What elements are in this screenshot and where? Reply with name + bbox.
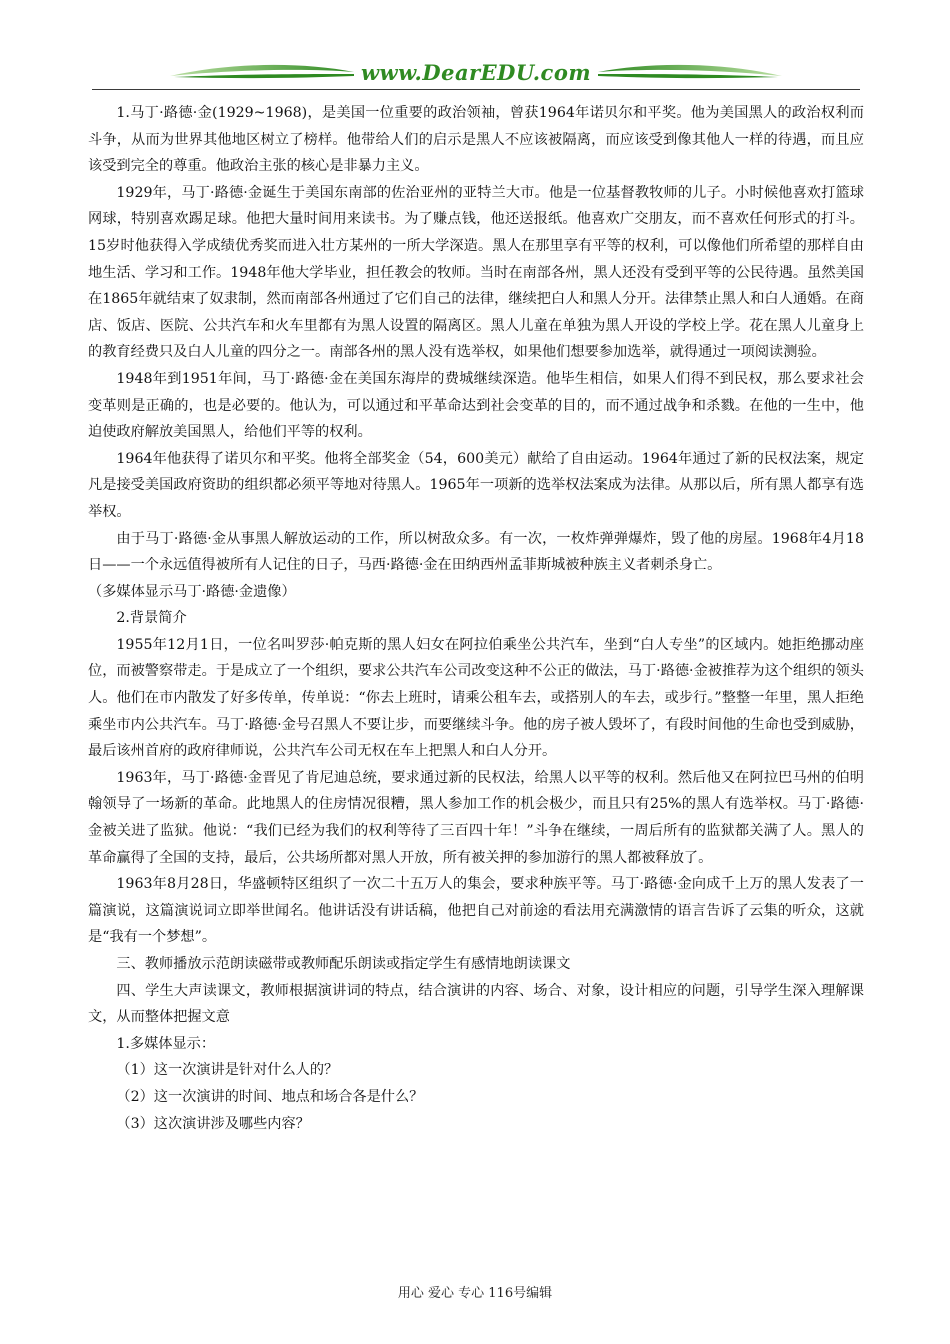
paragraph: 由于马丁·路德·金从事黑人解放运动的工作，所以树敌众多。有一次，一枚炸弹弹爆炸，毁了他的房屋。1968年4月18日——一个永远值得被所有人记住的日子，马西·路德·金在田纳西州孟菲斯城被种族主义者刺杀身亡。 [88, 530, 864, 574]
document-body [88, 100, 864, 1137]
section-heading: 三、教师播放示范朗读磁带或教师配乐朗读或指定学生有感情地朗读课文 [116, 956, 571, 972]
section-heading: 2.背景简介 [116, 610, 187, 627]
section-heading: 四、学生大声读课文，教师根据演讲词的特点，结合演讲的内容、场合、对象，设计相应的问题，引导学生深入理解课文，从而整体把握文意 [88, 982, 864, 1026]
paragraph: 1.马丁·路德·金(1929~1968)，是美国一位重要的政治领袖，曾获1964年诺贝尔和平奖。他为美国黑人的政治权利而斗争，从而为世界其他地区树立了榜样。他带给人们的启示是黑人不应该被隔离，而应该受到像其他人一样的待遇，而且应该受到完全的尊重。他政治主张的核心是非暴力主义。 [88, 105, 864, 175]
list-item: （2）这一次演讲的时间、地点和场合各是什么？ [116, 1088, 424, 1105]
paragraph: 1929年，马丁·路德·金诞生于美国东南部的佐治亚州的亚特兰大市。他是一位基督教牧师的儿子。小时候他喜欢打篮球网球，特别喜欢踢足球。他把大量时间用来读书。为了赚点钱，他还送报纸。他喜欢广交朋友，而不喜欢任何形式的打斗。15岁时他获得入学成绩优秀奖而进入壮方某州的一所大学深造。黑人在那里享有平等的权利，可以像他们所希望的那样自由地生活、学习和工作。1948年他大学毕业，担任教会的牧师。当时在南部各州，黑人还没有受到平等的公民待遇。虽然美国在1865年就结束了奴隶制，然而南部各州通过了它们自己的法律，继续把白人和黑人分开。法律禁止黑人和白人通婚。在商店、饭店、医院、公共汽车和火车里都有为黑人设置的隔离区。黑人儿童在单独为黑人开设的学校上学。花在黑人儿童身上的教育经费只及白人儿童的四分之一。南部各州的黑人没有选举权，如果他们想要参加选举，就得通过一项阅读测验。 [88, 184, 864, 361]
site-header [92, 52, 860, 92]
page-footer: 用心 爱心 专心 116号编辑 [397, 1286, 553, 1301]
paragraph: （多媒体显示马丁·路德·金遗像） [88, 583, 296, 600]
site-logo-text: www.DearEDU.com [360, 60, 592, 85]
list-item: （3）这次演讲涉及哪些内容？ [116, 1115, 310, 1132]
header-divider [92, 89, 860, 90]
paragraph: 1963年8月28日，华盛顿特区组织了一次二十五万人的集会，要求种族平等。马丁·路德·金向成千上万的黑人发表了一篇演说，这篇演说词立即举世闻名。他讲话没有讲话稿，他把自己对前途的看法用充满激情的语言告诉了云集的听众，这就是“我有一个梦想”。 [88, 876, 864, 946]
list-item: （1）这一次演讲是针对什么人的？ [116, 1062, 339, 1079]
paragraph: 1963年，马丁·路德·金晋见了肯尼迪总统，要求通过新的民权法，给黑人以平等的权利。然后他又在阿拉巴马州的伯明翰领导了一场新的革命。此地黑人的住房情况很糟，黑人参加工作的机会极少，而且只有25%的黑人有选举权。马丁·路德·金被关进了监狱。他说：“我们已经为我们的权利等待了三百四十年！”斗争在继续，一周后所有的监狱都关满了人。黑人的革命赢得了全国的支持，最后，公共场所都对黑人开放，所有被关押的参加游行的黑人都被释放了。 [88, 769, 864, 866]
paragraph: 1955年12月1日，一位名叫罗莎·帕克斯的黑人妇女在阿拉伯乘坐公共汽车，坐到“白人专坐”的区域内。她拒绝挪动座位，而被警察带走。于是成立了一个组织，要求公共汽车公司改变这种不公正的做法，马丁·路德·金被推荐为这个组织的领头人。他们在市内散发了好多传单，传单说：“你去上班时，请乘公租车去，或搭别人的车去，或步行。”整整一年里，黑人拒绝乘坐市内公共汽车。马丁·路德·金号召黑人不要让步，而要继续斗争。他的房子被人毁坏了，有段时间他的生命也受到威胁，最后该州首府的政府律师说，公共汽车公司无权在车上把黑人和白人分开。 [88, 636, 864, 760]
paragraph: 1948年到1951年间，马丁·路德·金在美国东海岸的费城继续深造。他毕生相信，如果人们得不到民权，那么要求社会变革则是正确的，也是必要的。他认为，可以通过和平革命达到社会变革的目的，而不通过战争和杀戮。在他的一生中，他迫使政府解放美国黑人，给他们平等的权利。 [88, 370, 864, 441]
list-heading: 1.多媒体显示： [116, 1035, 216, 1052]
paragraph: 1964年他获得了诺贝尔和平奖。他将全部奖金（54，600美元）献给了自由运动。1964年通过了新的民权法案，规定凡是接受美国政府资助的组织都必须平等地对待黑人。1965年一项新的选举权法案成为法律。从那以后，所有黑人都享有选举权。 [88, 450, 864, 520]
